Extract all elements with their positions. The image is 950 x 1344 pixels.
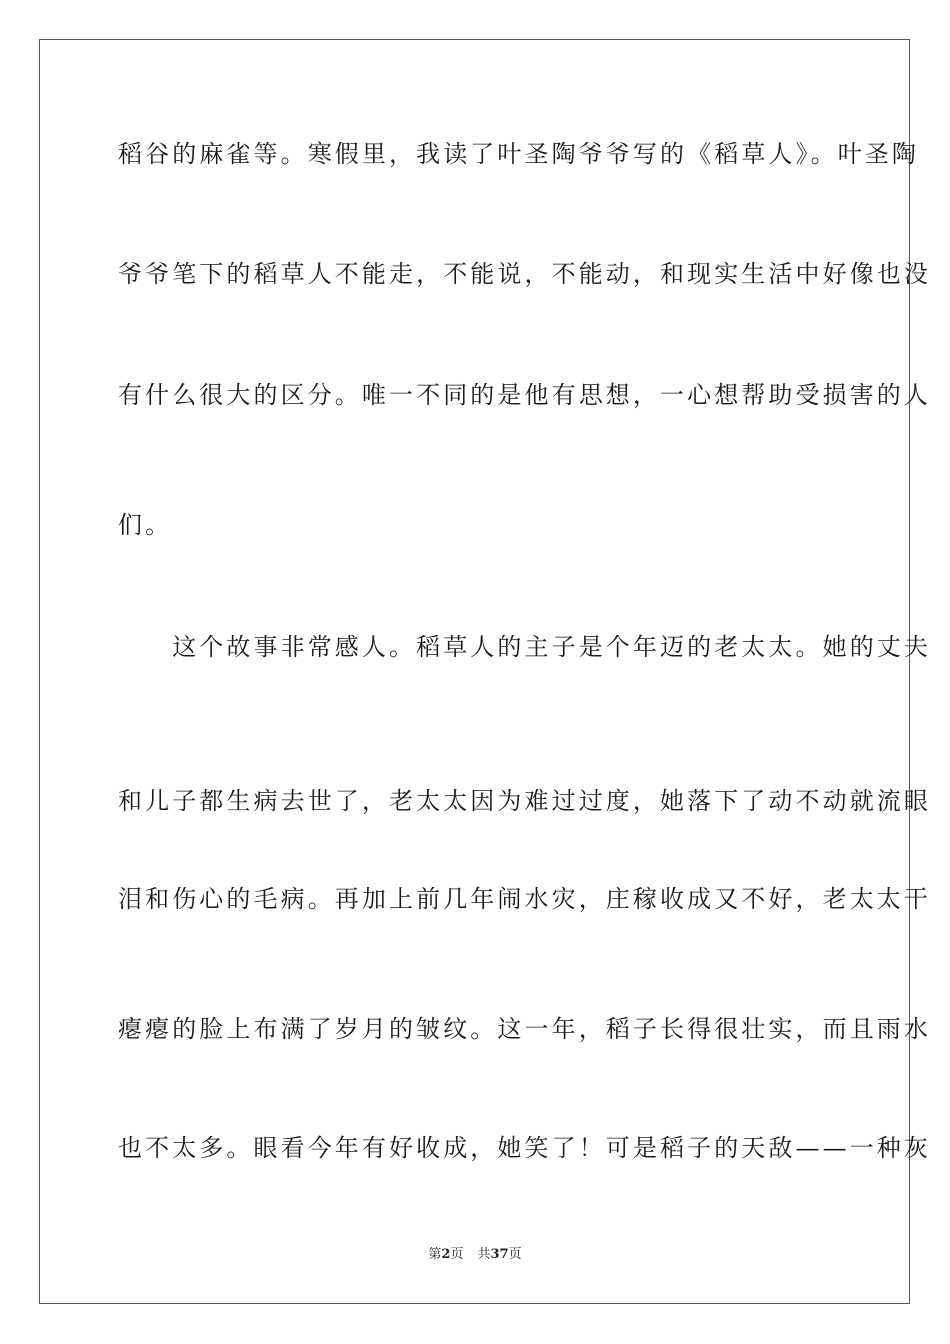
page-number: 2 bbox=[441, 1247, 451, 1262]
text-line-5: 这个故事非常感人。稻草人的主子是个年迈的老太太。她的丈夫 bbox=[118, 633, 931, 661]
page-prefix: 第 bbox=[428, 1247, 442, 1262]
total-suffix: 页 bbox=[508, 1247, 522, 1262]
text-line-6: 和儿子都生病去世了，老太太因为难过过度，她落下了动不动就流眼 bbox=[118, 787, 931, 815]
text-line-4: 们。 bbox=[118, 511, 173, 539]
page-suffix: 页 bbox=[450, 1247, 464, 1262]
text-line-3: 有什么很大的区分。唯一不同的是他有思想，一心想帮助受损害的人 bbox=[118, 381, 931, 409]
text-line-8: 瘪瘪的脸上布满了岁月的皱纹。这一年，稻子长得很壮实，而且雨水 bbox=[118, 1015, 931, 1043]
text-line-1: 稻谷的麻雀等。寒假里，我读了叶圣陶爷爷写的《稻草人》。叶圣陶 bbox=[118, 140, 919, 168]
total-prefix: 共 bbox=[477, 1247, 491, 1262]
total-pages: 37 bbox=[490, 1247, 509, 1262]
page-border bbox=[39, 39, 910, 1304]
text-line-9: 也不太多。眼看今年有好收成，她笑了！可是稻子的天敌——一种灰 bbox=[118, 1134, 931, 1162]
text-line-7: 泪和伤心的毛病。再加上前几年闹水灾，庄稼收成又不好，老太太干 bbox=[118, 885, 931, 913]
text-line-2: 爷爷笔下的稻草人不能走，不能说，不能动，和现实生活中好像也没 bbox=[118, 260, 931, 288]
page-footer bbox=[0, 1246, 950, 1264]
